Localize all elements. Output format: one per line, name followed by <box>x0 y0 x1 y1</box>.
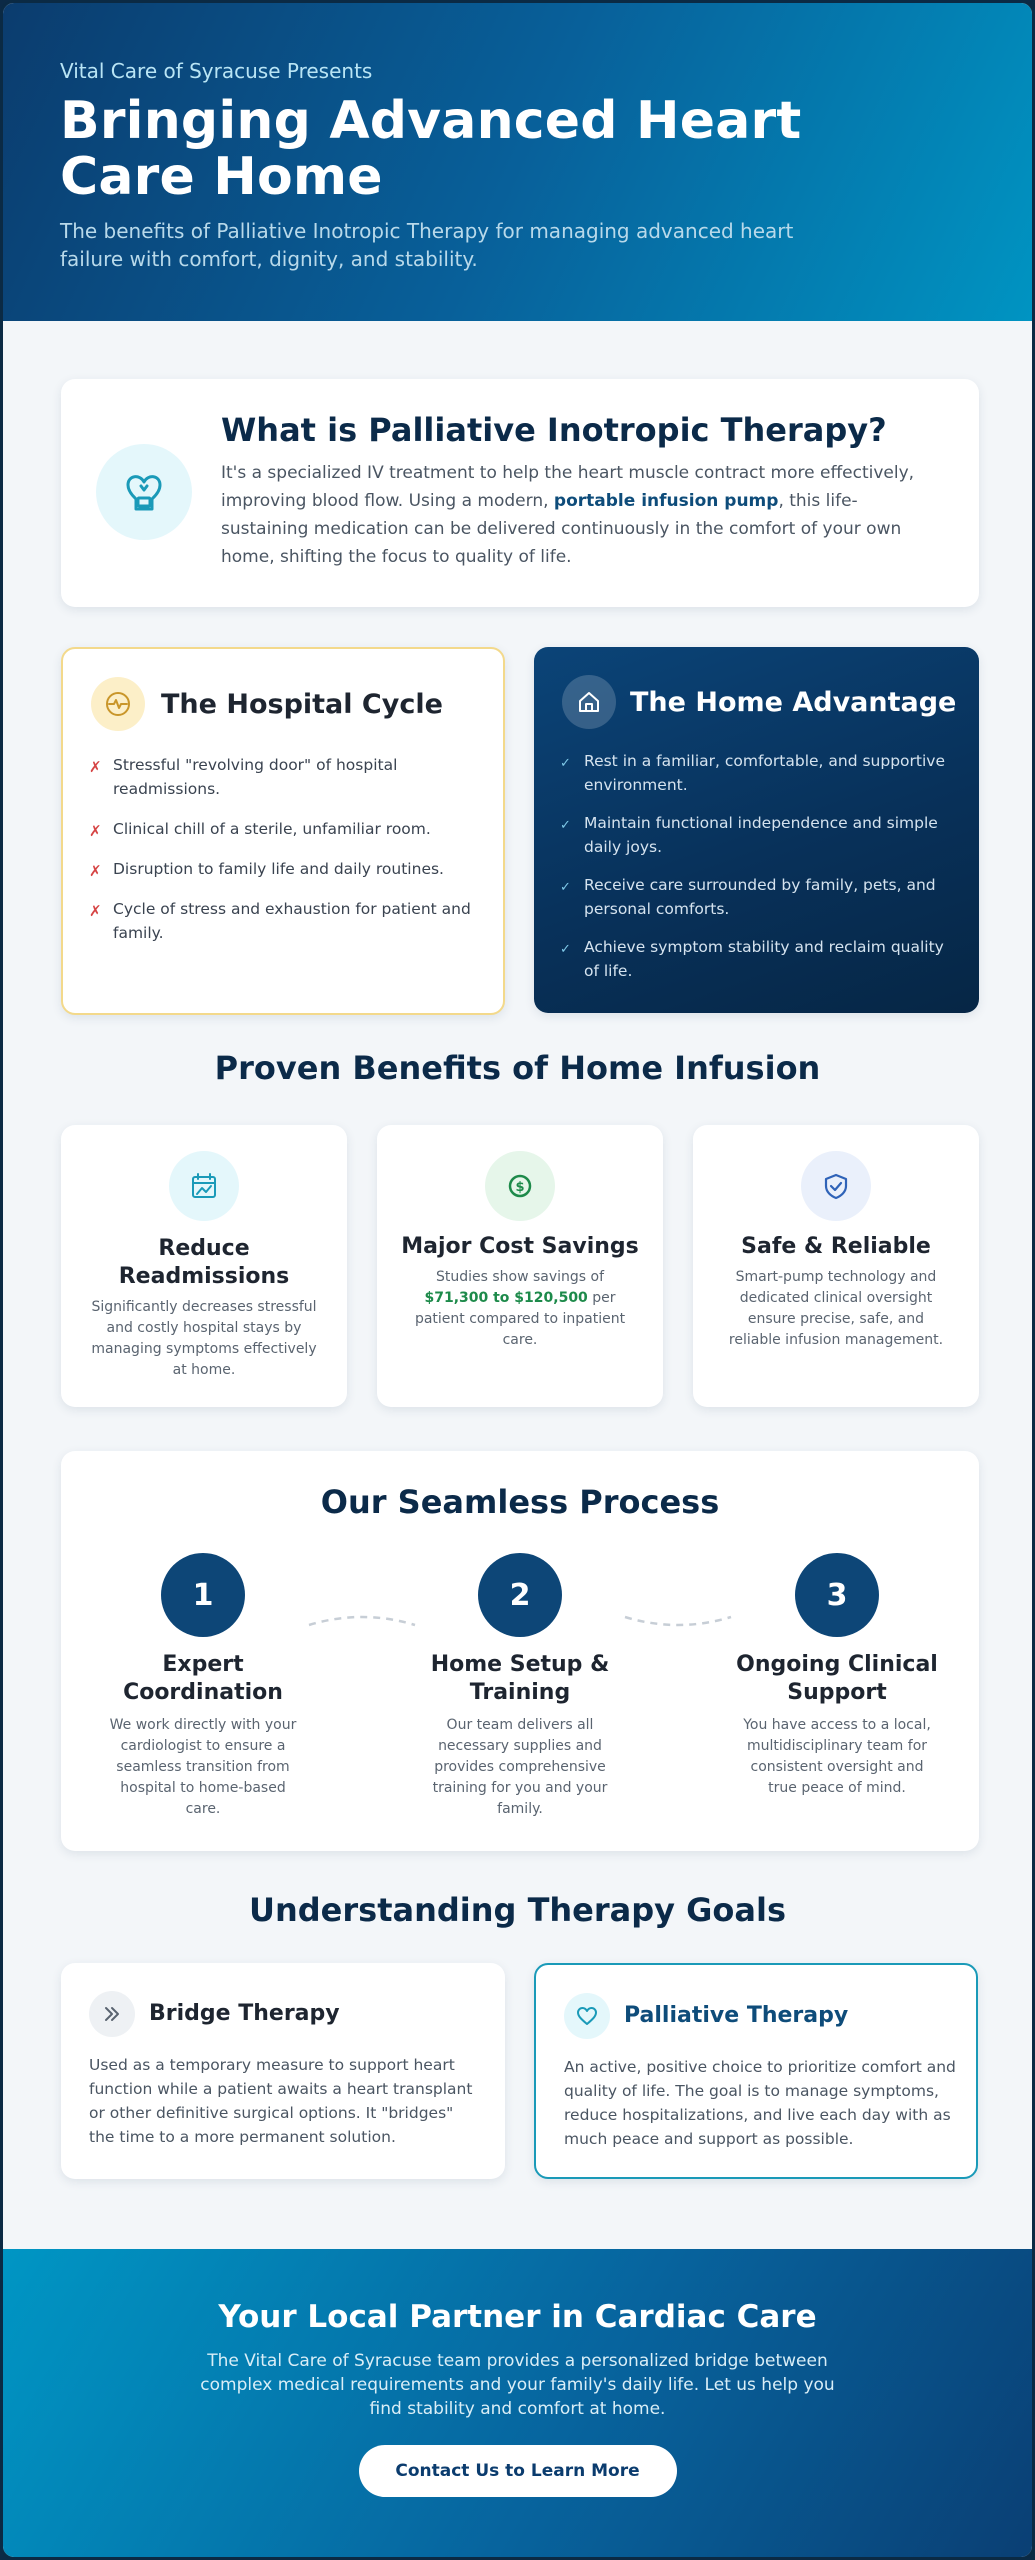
benefits-heading: Proven Benefits of Home Infusion <box>214 1049 821 1087</box>
step-number: 1 <box>161 1553 245 1637</box>
bridge-therapy-title: Bridge Therapy <box>149 2001 340 2026</box>
cta-text: The Vital Care of Syracuse team provides a personalized bridge between complex medical requirements and your family's daily life. Let us help you find stability and comfort at home. <box>200 2351 835 2419</box>
list-item: ✗ Stressful "revolving door" of hospital readmissions. <box>89 756 398 798</box>
what-is-description: It's a specialized IV treatment to help the heart muscle contract more effectively, improving blood flow. Using a modern, portable infusion pump, this life-sustaining medication can be delivered continuously in the comfort of your own home, shifting the focus to quality of life. <box>221 463 915 567</box>
heart-pump-icon <box>96 444 192 540</box>
shield-check-icon <box>801 1151 871 1221</box>
hero-presenter: Vital Care of Syracuse Presents <box>60 59 373 83</box>
x-mark-icon: ✗ <box>89 862 102 880</box>
step-text: You have access to a local, multidisciplinary team for consistent oversight and true peace of mind. <box>743 1717 931 1796</box>
palliative-therapy-title: Palliative Therapy <box>624 2003 849 2028</box>
list-item: ✗ Cycle of stress and exhaustion for patient and family. <box>89 900 471 942</box>
list-item: ✓ Achieve symptom stability and reclaim quality of life. <box>560 938 944 980</box>
savings-highlight: $71,300 to $120,500 <box>424 1290 588 1306</box>
hero-banner <box>3 3 1032 321</box>
benefit-text: Studies show savings of $71,300 to $120,500 per patient compared to inpatient care. <box>414 1269 626 1348</box>
benefit-card-cost <box>377 1125 663 1407</box>
goals-heading: Understanding Therapy Goals <box>248 1891 787 1929</box>
benefit-text: Smart-pump technology and dedicated clinical oversight ensure precise, safe, and reliable infusion management. <box>728 1269 944 1348</box>
home-icon <box>562 675 616 729</box>
check-mark-icon: ✓ <box>560 942 571 957</box>
step-title: Expert Coordination <box>123 1652 283 1705</box>
hero-title: Bringing Advanced Heart Care Home <box>60 91 802 207</box>
cta-banner <box>3 2249 1032 2560</box>
check-mark-icon: ✓ <box>560 756 571 771</box>
svg-text:$: $ <box>515 1180 525 1195</box>
pulse-icon <box>91 677 145 731</box>
process-step-3 <box>717 1553 957 1799</box>
benefit-card-readmissions <box>61 1125 347 1407</box>
check-mark-icon: ✓ <box>560 818 571 833</box>
home-advantage-list <box>560 749 960 997</box>
check-mark-icon: ✓ <box>560 880 571 895</box>
step-title: Home Setup & Training <box>430 1652 610 1705</box>
step-number: 3 <box>795 1553 879 1637</box>
hospital-cycle-title: The Hospital Cycle <box>161 689 443 720</box>
x-mark-icon: ✗ <box>89 822 102 840</box>
step-text: We work directly with your cardiologist to ensure a seamless transition from hospital to home-based care. <box>109 1717 297 1817</box>
process-card <box>61 1451 979 1851</box>
benefit-card-safe <box>693 1125 979 1407</box>
benefit-text: Significantly decreases stressful and costly hospital stays by managing symptoms effectively at home. <box>91 1299 317 1378</box>
what-is-card <box>61 379 979 607</box>
portable-pump-highlight: portable infusion pump <box>553 491 779 511</box>
step-number: 2 <box>478 1553 562 1637</box>
process-step-2 <box>400 1553 640 1820</box>
hospital-cycle-list <box>89 753 479 961</box>
x-mark-icon: ✗ <box>89 902 102 920</box>
process-step-1 <box>83 1553 323 1820</box>
hospital-cycle-card <box>61 647 505 1015</box>
x-mark-icon: ✗ <box>89 758 102 776</box>
palliative-therapy-card <box>534 1963 978 2179</box>
benefit-title: Safe & Reliable <box>741 1234 931 1259</box>
list-item: ✓ Maintain functional independence and simple daily joys. <box>560 814 938 856</box>
palliative-therapy-text: An active, positive choice to prioritize comfort and quality of life. The goal is to manage symptoms, reduce hospitalizations, and live each day with as much peace and support as possible. <box>564 2058 956 2148</box>
benefit-title: Major Cost Savings <box>401 1234 639 1259</box>
contact-button[interactable]: Contact Us to Learn More <box>359 2445 677 2497</box>
benefit-title: Reduce Readmissions <box>118 1236 290 1289</box>
double-chevron-right-icon <box>89 1991 135 2037</box>
what-is-title: What is Palliative Inotropic Therapy? <box>221 411 887 449</box>
step-text: Our team delivers all necessary supplies and provides comprehensive training for you and your family. <box>432 1717 608 1817</box>
process-title: Our Seamless Process <box>320 1483 720 1521</box>
bridge-therapy-text: Used as a temporary measure to support heart function while a patient awaits a heart transplant or other definitive surgical options. It "bridges" the time to a more permanent solution. <box>89 2056 473 2146</box>
heart-icon <box>564 1993 610 2039</box>
list-item: ✓ Receive care surrounded by family, pets, and personal comforts. <box>560 876 936 918</box>
list-item: ✗ Disruption to family life and daily routines. <box>89 857 479 881</box>
home-advantage-card <box>534 647 979 1013</box>
list-item: ✗ Clinical chill of a sterile, unfamiliar room. <box>89 817 479 841</box>
hospital-calendar-icon <box>169 1151 239 1221</box>
cta-title: Your Local Partner in Cardiac Care <box>218 2299 817 2335</box>
bridge-therapy-card <box>61 1963 505 2179</box>
home-advantage-title: The Home Advantage <box>630 687 957 718</box>
dollar-icon <box>485 1151 555 1221</box>
list-item: ✓ Rest in a familiar, comfortable, and supportive environment. <box>560 752 946 794</box>
step-title: Ongoing Clinical Support <box>736 1652 938 1705</box>
hero-subtitle: The benefits of Palliative Inotropic Therapy for managing advanced heart failure with comfort, dignity, and stability. <box>60 219 794 271</box>
